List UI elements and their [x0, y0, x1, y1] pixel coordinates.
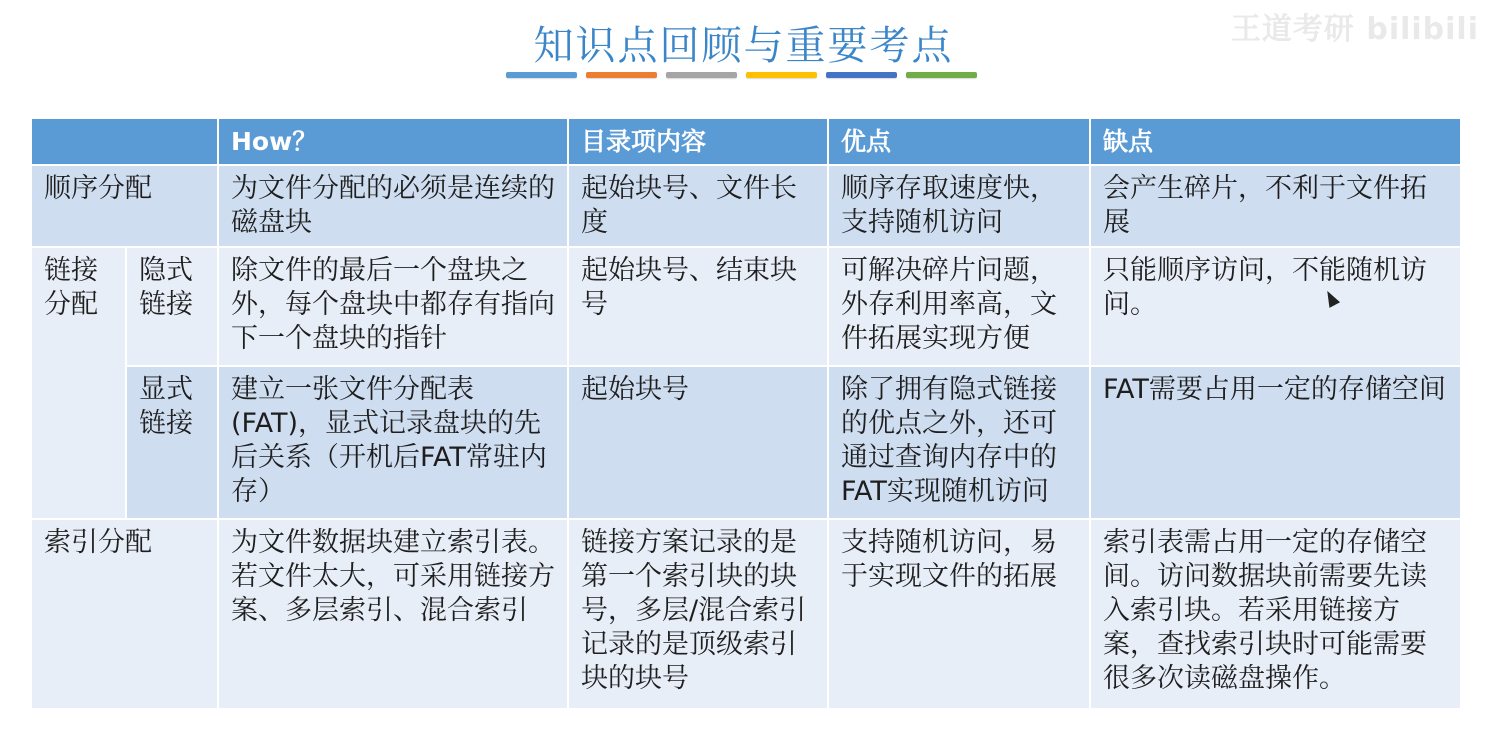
cell-pros: 支持随机访问，易于实现文件的拓展: [828, 519, 1090, 709]
cell-dir: 链接方案记录的是第一个索引块的块号，多层/混合索引记录的是顶级索引块的块号: [568, 519, 828, 709]
cell-how: 为文件数据块建立索引表。若文件太大，可采用链接方案、多层索引、混合索引: [218, 519, 568, 709]
header-how: How？: [218, 118, 568, 165]
stripe-3: [666, 72, 737, 78]
cell-cons: 只能顺序访问，不能随机访问。: [1090, 247, 1461, 366]
cell-how: 除文件的最后一个盘块之外，每个盘块中都存有指向下一个盘块的指针: [218, 247, 568, 366]
header-row: [31, 118, 1461, 165]
title-underline-stripes: [506, 72, 977, 78]
cell-dir: 起始块号、结束块号: [568, 247, 828, 366]
row-implicit: [31, 247, 1461, 366]
cell-cons: 会产生碎片，不利于文件拓展: [1090, 165, 1461, 247]
cell-dir: 起始块号: [568, 366, 828, 519]
row-label-explicit: 显式链接: [126, 366, 218, 519]
stripe-2: [586, 72, 657, 78]
cell-dir: 起始块号、文件长度: [568, 165, 828, 247]
header-dir: 目录项内容: [568, 118, 828, 165]
stripe-5: [826, 72, 897, 78]
cell-how: 为文件分配的必须是连续的磁盘块: [218, 165, 568, 247]
row-group-linked: 链接分配: [31, 247, 126, 519]
header-cons: 缺点: [1090, 118, 1461, 165]
stripe-4: [746, 72, 817, 78]
header-corner: [31, 118, 218, 165]
row-label-indexed: 索引分配: [31, 519, 218, 709]
cell-how: 建立一张文件分配表(FAT)，显式记录盘块的先后关系（开机后FAT常驻内存）: [218, 366, 568, 519]
slide-title: 知识点回顾与重要考点: [533, 23, 954, 69]
cell-pros: 可解决碎片问题，外存利用率高，文件拓展实现方便: [828, 247, 1090, 366]
cell-cons: 索引表需占用一定的存储空间。访问数据块前需要先读入索引块。若采用链接方案，查找索引块时可能需要很多次读磁盘操作。: [1090, 519, 1461, 709]
header-pros: 优点: [828, 118, 1090, 165]
row-label-implicit: 隐式链接: [126, 247, 218, 366]
row-indexed: [31, 519, 1461, 709]
row-label-sequential: 顺序分配: [31, 165, 218, 247]
row-sequential: [31, 165, 1461, 247]
cell-pros: 除了拥有隐式链接的优点之外，还可通过查询内存中的FAT实现随机访问: [828, 366, 1090, 519]
cell-cons: FAT需要占用一定的存储空间: [1090, 366, 1461, 519]
stripe-6: [906, 72, 977, 78]
cell-pros: 顺序存取速度快，支持随机访问: [828, 165, 1090, 247]
allocation-comparison-table: [30, 117, 1462, 710]
row-explicit: [31, 366, 1461, 519]
stripe-1: [506, 72, 577, 78]
watermark-logo: 王道考研 bilibili: [1230, 12, 1479, 47]
